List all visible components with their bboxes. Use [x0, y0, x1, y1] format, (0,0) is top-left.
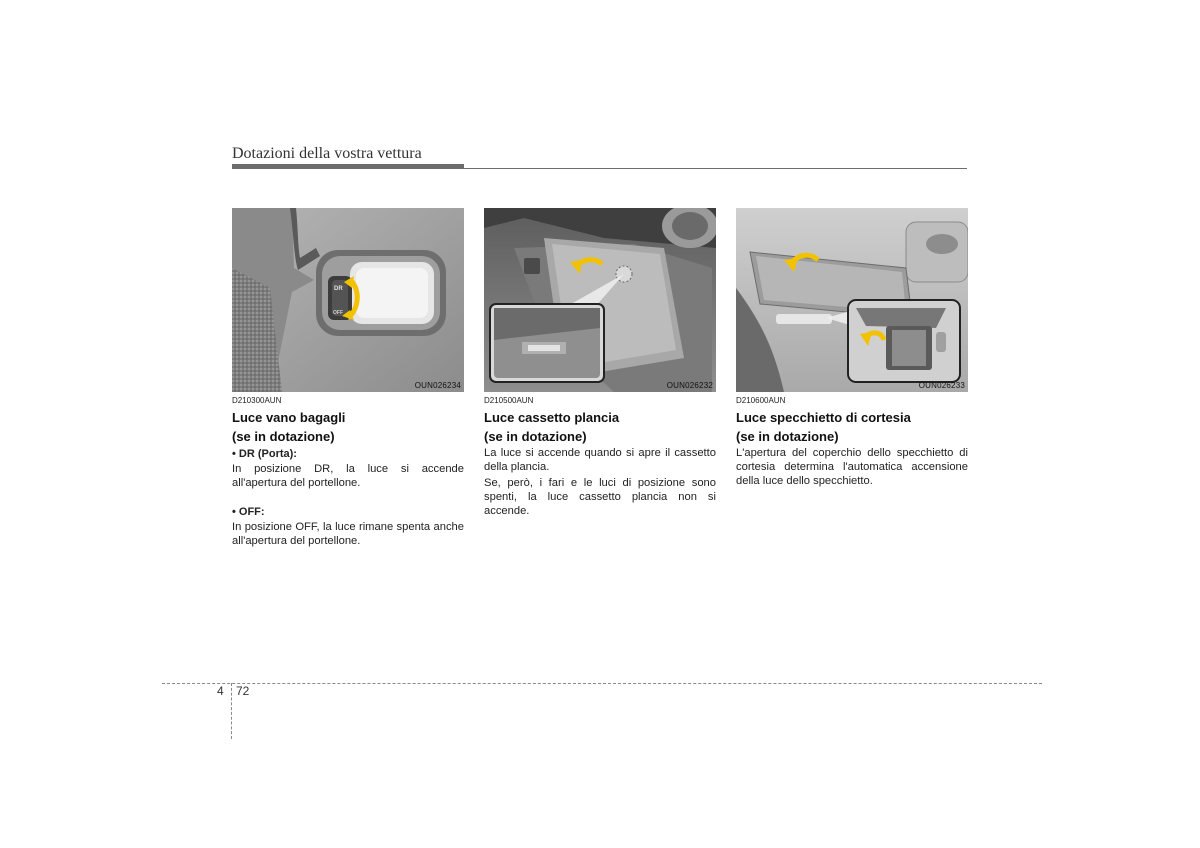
glovebox-light-photo	[484, 208, 716, 392]
vanity-para1: L'apertura del coperchio dello specchietto di cortesia determina l'automatica accensione della luce dello specchietto.	[736, 447, 968, 487]
footer-divider	[162, 683, 1042, 684]
luggage-light-photo	[232, 208, 464, 392]
section-title	[736, 408, 968, 446]
vanity-mirror-photo	[736, 208, 968, 392]
glovebox-illustration	[484, 208, 716, 392]
chapter-number: 4	[217, 684, 224, 698]
bullet-off-label: • OFF:	[232, 506, 265, 518]
section-title-line2: (se in dotazione)	[736, 429, 839, 444]
switch-label-dr: DR	[334, 286, 343, 292]
section-title	[484, 408, 716, 446]
photo-code: OUN026234	[414, 381, 461, 390]
footer-vertical-divider	[231, 683, 232, 739]
photo-code: OUN026232	[666, 381, 713, 390]
photo-code: OUN026233	[918, 381, 965, 390]
bullet-dr-label: • DR (Porta):	[232, 448, 297, 460]
glovebox-para2: Se, però, i fari e le luci di posizione sono spenti, la luce cassetto plancia non si accende.	[484, 477, 716, 517]
page-header-title: Dotazioni della vostra vettura	[232, 145, 422, 162]
section-code: D210300AUN	[232, 396, 282, 405]
header-rule-thick	[232, 164, 464, 169]
switch-label-off: OFF	[333, 310, 343, 316]
section-title-line1: Luce cassetto plancia	[484, 410, 620, 425]
page-number: 72	[236, 684, 250, 698]
glovebox-para1: La luce si accende quando si apre il cassetto della plancia.	[484, 447, 716, 473]
section-glovebox-light	[484, 208, 716, 518]
bullet-off-text: In posizione OFF, la luce rimane spenta anche all'apertura del portellone.	[232, 521, 464, 547]
vanity-mirror-illustration	[736, 208, 968, 392]
section-luggage-light	[232, 208, 464, 548]
section-vanity-mirror-light	[736, 208, 968, 488]
section-code: D210600AUN	[736, 396, 786, 405]
bullet-dr-text: In posizione DR, la luce si accende all'apertura del portellone.	[232, 463, 464, 489]
section-title-line1: Luce specchietto di cortesia	[736, 410, 911, 425]
header-rule-thin	[464, 168, 967, 169]
section-code: D210500AUN	[484, 396, 534, 405]
section-title-line2: (se in dotazione)	[232, 429, 335, 444]
section-title-line1: Luce vano bagagli	[232, 410, 346, 425]
section-title	[232, 408, 464, 446]
luggage-light-illustration	[232, 208, 464, 392]
section-title-line2: (se in dotazione)	[484, 429, 587, 444]
